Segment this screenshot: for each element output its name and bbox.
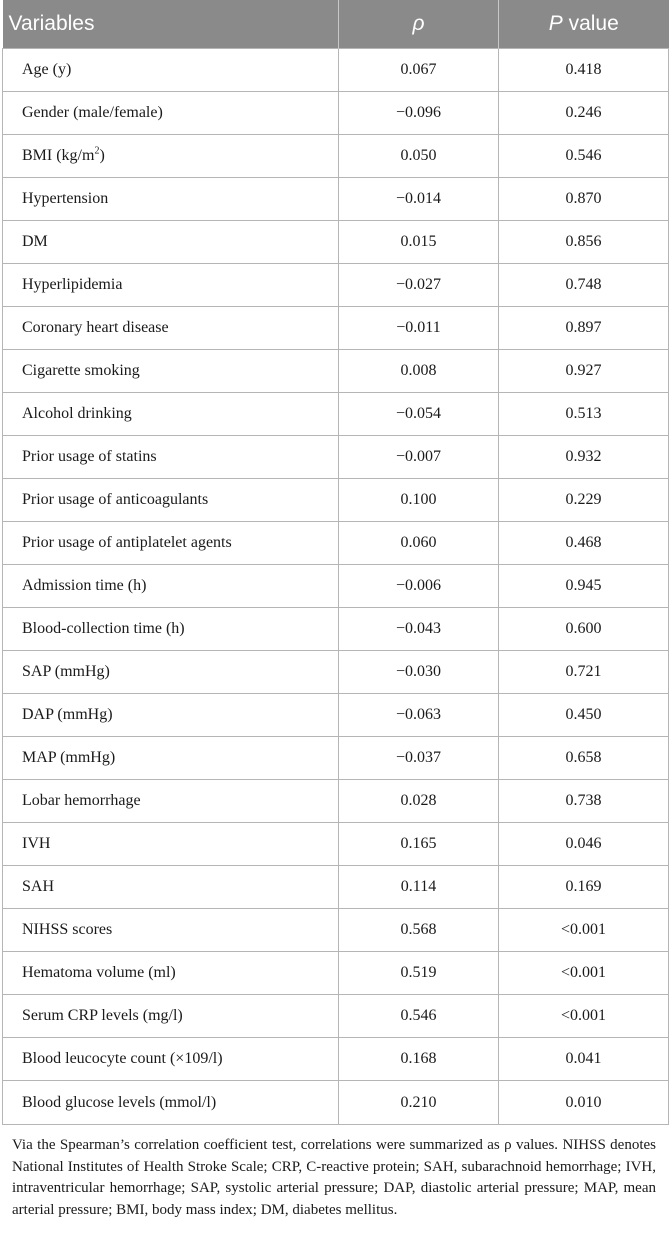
cell-rho: −0.011 (339, 307, 499, 350)
cell-rho: 0.028 (339, 780, 499, 823)
cell-variable (3, 264, 339, 307)
cell-variable (3, 92, 339, 135)
table-footnote: Via the Spearman’s correlation coefficient test, correlations were summarized as ρ values. NIHSS denotes National Institutes of Health Stroke Scale; CRP, C-reactive protein; SAH, subarachnoid hemorrhage; IVH, intraventricular hemorrhage; SAP, systolic arterial pressure; DAP, diastolic arterial pressure; MAP, mean arterial pressure; BMI, body mass index; DM, diabetes mellitus. (12, 1137, 656, 1218)
cell-variable (3, 135, 339, 178)
table-row (3, 995, 669, 1038)
cell-p-value: 0.932 (499, 436, 669, 479)
table-row (3, 350, 669, 393)
table-row (3, 522, 669, 565)
variable-label: Gender (male/female) (22, 104, 163, 121)
variable-label: SAP (mmHg) (22, 663, 110, 680)
cell-variable (3, 479, 339, 522)
cell-p-value: 0.046 (499, 823, 669, 866)
cell-p-value: 0.945 (499, 565, 669, 608)
cell-variable (3, 350, 339, 393)
cell-variable (3, 1038, 339, 1081)
table-row (3, 780, 669, 823)
variable-label: Blood glucose levels (mmol/l) (22, 1093, 217, 1111)
table-row (3, 307, 669, 350)
table-row (3, 823, 669, 866)
variable-label: Cigarette smoking (22, 362, 140, 379)
variable-label: Hematoma volume (ml) (22, 964, 176, 981)
cell-p-value: 0.468 (499, 522, 669, 565)
cell-p-value: 0.010 (499, 1081, 669, 1125)
variable-label: Serum CRP levels (mg/l) (22, 1007, 183, 1024)
table-row (3, 909, 669, 952)
cell-p-value: 0.600 (499, 608, 669, 651)
cell-variable (3, 522, 339, 565)
cell-p-value: <0.001 (499, 995, 669, 1038)
cell-variable (3, 823, 339, 866)
cell-rho: 0.519 (339, 952, 499, 995)
header-p-italic: P (548, 12, 563, 35)
cell-variable (3, 221, 339, 264)
cell-rho: 0.015 (339, 221, 499, 264)
variable-label: Age (y) (22, 61, 72, 78)
cell-rho: −0.007 (339, 436, 499, 479)
cell-rho: 0.008 (339, 350, 499, 393)
cell-variable (3, 565, 339, 608)
cell-rho: −0.006 (339, 565, 499, 608)
variable-superscript: 2 (94, 145, 100, 157)
cell-p-value: 0.246 (499, 92, 669, 135)
table-row (3, 92, 669, 135)
variable-label: Prior usage of antiplatelet agents (22, 534, 232, 551)
table-row (3, 393, 669, 436)
header-rho: ρ (339, 0, 499, 49)
cell-p-value: 0.229 (499, 479, 669, 522)
variable-label: Prior usage of statins (22, 448, 157, 465)
table-row (3, 178, 669, 221)
cell-variable (3, 780, 339, 823)
cell-p-value: 0.856 (499, 221, 669, 264)
cell-rho: −0.054 (339, 393, 499, 436)
variable-label: BMI (kg/m (22, 147, 95, 164)
cell-p-value: 0.450 (499, 694, 669, 737)
table-row (3, 221, 669, 264)
table-row (3, 436, 669, 479)
variable-label: Coronary heart disease (22, 319, 169, 336)
table-row (3, 135, 669, 178)
variable-label: Lobar hemorrhage (22, 792, 141, 809)
variable-label: DM (22, 233, 48, 250)
variable-label: Prior usage of anticoagulants (22, 491, 209, 508)
cell-rho: 0.546 (339, 995, 499, 1038)
variable-label: MAP (mmHg) (22, 749, 116, 766)
cell-variable (3, 995, 339, 1038)
cell-variable (3, 49, 339, 92)
cell-p-value: 0.748 (499, 264, 669, 307)
cell-p-value: 0.546 (499, 135, 669, 178)
correlation-table (2, 0, 669, 1125)
cell-variable (3, 909, 339, 952)
cell-rho: −0.027 (339, 264, 499, 307)
header-p-rest: value (562, 12, 619, 35)
cell-variable (3, 866, 339, 909)
table-row (3, 952, 669, 995)
cell-variable (3, 178, 339, 221)
variable-label: IVH (22, 835, 51, 852)
cell-p-value: 0.927 (499, 350, 669, 393)
cell-p-value: 0.169 (499, 866, 669, 909)
cell-p-value: <0.001 (499, 952, 669, 995)
cell-p-value: 0.721 (499, 651, 669, 694)
variable-label: Blood-collection time (h) (22, 620, 185, 637)
variable-label: Alcohol drinking (22, 405, 132, 422)
cell-p-value: <0.001 (499, 909, 669, 952)
cell-variable (3, 436, 339, 479)
cell-p-value: 0.041 (499, 1038, 669, 1081)
cell-rho: −0.063 (339, 694, 499, 737)
header-p-value (499, 0, 669, 49)
cell-rho: 0.168 (339, 1038, 499, 1081)
cell-p-value: 0.738 (499, 780, 669, 823)
cell-rho: 0.114 (339, 866, 499, 909)
variable-label: DAP (mmHg) (22, 706, 113, 723)
cell-rho: 0.100 (339, 479, 499, 522)
cell-rho: 0.050 (339, 135, 499, 178)
table-row (3, 479, 669, 522)
cell-variable (3, 393, 339, 436)
variable-label: Hypertension (22, 190, 109, 207)
cell-rho: −0.096 (339, 92, 499, 135)
table-row (3, 651, 669, 694)
cell-rho: 0.568 (339, 909, 499, 952)
header-variables: Variables (3, 0, 339, 49)
cell-p-value: 0.418 (499, 49, 669, 92)
table-row (3, 866, 669, 909)
cell-rho: 0.210 (339, 1081, 499, 1125)
cell-variable (3, 694, 339, 737)
cell-variable (3, 1081, 339, 1125)
header-row (3, 0, 669, 49)
variable-label: NIHSS scores (22, 921, 113, 938)
cell-rho: −0.030 (339, 651, 499, 694)
variable-label: Blood leucocyte count (×109/l) (22, 1050, 223, 1067)
cell-variable (3, 307, 339, 350)
cell-p-value: 0.870 (499, 178, 669, 221)
cell-p-value: 0.513 (499, 393, 669, 436)
table-row (3, 1038, 669, 1081)
cell-rho: 0.165 (339, 823, 499, 866)
cell-rho: −0.014 (339, 178, 499, 221)
cell-variable (3, 608, 339, 651)
table-row (3, 264, 669, 307)
table-header (3, 0, 669, 49)
cell-p-value: 0.658 (499, 737, 669, 780)
table-body (3, 49, 669, 1125)
table-row (3, 694, 669, 737)
cell-variable (3, 651, 339, 694)
cell-variable (3, 952, 339, 995)
variable-label: SAH (22, 878, 55, 895)
cell-rho: 0.067 (339, 49, 499, 92)
cell-rho: 0.060 (339, 522, 499, 565)
table-row (3, 565, 669, 608)
table-row (3, 49, 669, 92)
cell-variable (3, 737, 339, 780)
cell-p-value: 0.897 (499, 307, 669, 350)
variable-label: Hyperlipidemia (22, 276, 123, 293)
table-row (3, 737, 669, 780)
cell-rho: −0.043 (339, 608, 499, 651)
variable-suffix: ) (99, 147, 105, 164)
table-row (3, 1081, 669, 1125)
cell-rho: −0.037 (339, 737, 499, 780)
table-row (3, 608, 669, 651)
variable-label: Admission time (h) (22, 577, 147, 594)
